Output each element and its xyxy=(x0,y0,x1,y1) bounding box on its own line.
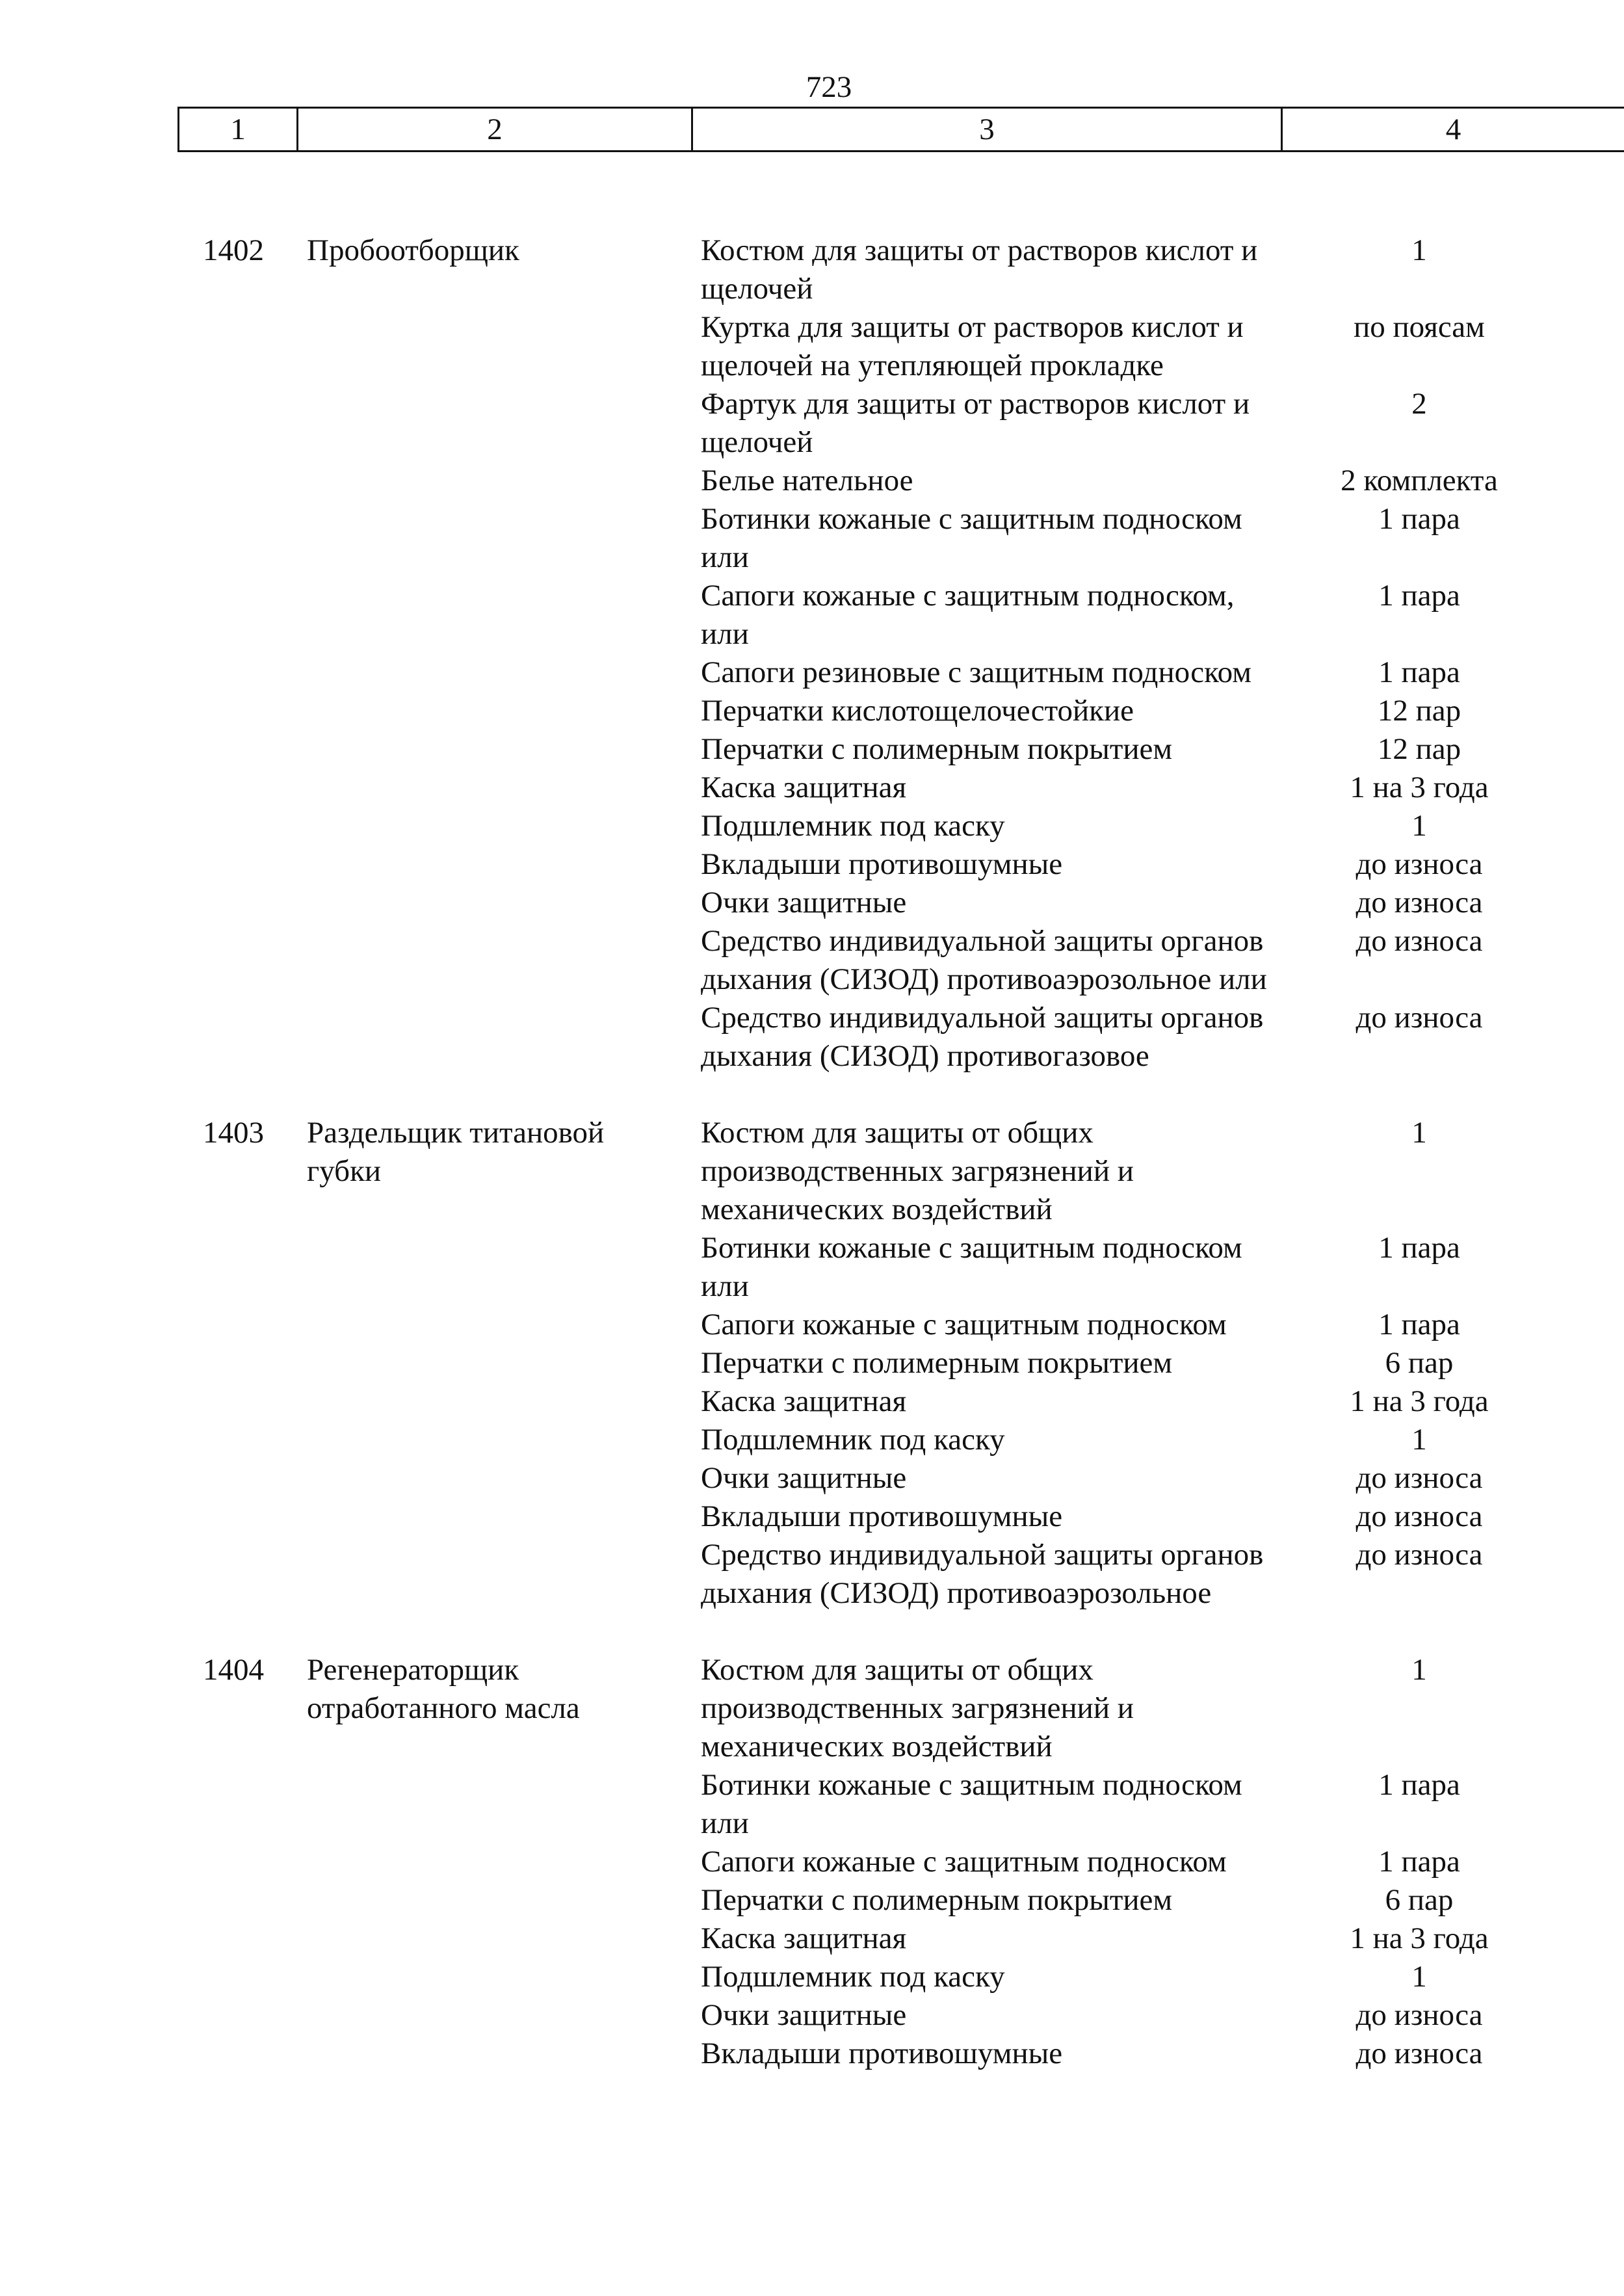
item-name: Очки защитные xyxy=(701,886,907,919)
list-item xyxy=(701,807,1624,845)
item-name: Перчатки кислотощелочестойкие xyxy=(701,694,1134,728)
list-item xyxy=(701,1920,1624,1958)
item-quantity: до износа xyxy=(1356,1538,1483,1572)
item-quantity: 1 пара xyxy=(1378,1231,1460,1265)
list-item xyxy=(701,577,1624,653)
item-quantity: 2 xyxy=(1411,387,1427,421)
table-row xyxy=(0,1114,1624,1613)
list-item xyxy=(701,730,1624,769)
list-item xyxy=(701,462,1624,500)
list-item xyxy=(701,500,1624,577)
list-item xyxy=(701,1344,1624,1382)
item-name: Средство индивидуальной защиты органов дыхания (СИЗОД) противоаэрозольное или xyxy=(701,924,1267,996)
header-col-4: 4 xyxy=(1445,112,1461,146)
item-name: Ботинки кожаные с защитным подноском или xyxy=(701,502,1242,574)
header-col-1: 1 xyxy=(230,112,246,146)
item-quantity: 6 пар xyxy=(1385,1346,1454,1380)
entry-profession: Регенераторщик отработанного масла xyxy=(307,1653,580,1725)
item-name: Костюм для защиты от растворов кислот и щелочей xyxy=(701,233,1258,306)
item-quantity: 1 пара xyxy=(1378,1308,1460,1341)
entry-profession: Пробоотборщик xyxy=(307,233,519,267)
item-quantity: 1 xyxy=(1411,1423,1427,1457)
item-quantity: до износа xyxy=(1356,1001,1483,1035)
item-name: Перчатки с полимерным покрытием xyxy=(701,732,1173,766)
list-item xyxy=(701,1958,1624,1996)
entry-profession: Раздельщик титановой губки xyxy=(307,1116,605,1188)
list-item xyxy=(701,1229,1624,1306)
item-quantity: до износа xyxy=(1356,847,1483,881)
item-name: Куртка для защиты от растворов кислот и щелочей на утепляющей прокладке xyxy=(701,310,1244,382)
item-name: Сапоги резиновые с защитным подноском xyxy=(701,655,1251,689)
item-name: Подшлемник под каску xyxy=(701,1960,1005,1994)
list-item xyxy=(701,999,1624,1075)
item-quantity: 1 xyxy=(1411,809,1427,843)
entry-code: 1402 xyxy=(203,233,264,267)
item-name: Костюм для защиты от общих производственных загрязнений и механических воздействий xyxy=(701,1653,1134,1763)
list-item xyxy=(701,1459,1624,1498)
item-name: Средство индивидуальной защиты органов дыхания (СИЗОД) противоаэрозольное xyxy=(701,1538,1264,1610)
item-name: Вкладыши противошумные xyxy=(701,847,1063,881)
item-name: Костюм для защиты от общих производственных загрязнений и механических воздействий xyxy=(701,1116,1134,1226)
table-row xyxy=(0,1651,1624,2073)
page-number: 723 xyxy=(805,70,852,104)
list-item xyxy=(701,1996,1624,2035)
item-quantity: 1 пара xyxy=(1378,1845,1460,1879)
item-name: Белье нательное xyxy=(701,464,913,497)
item-quantity: 1 пара xyxy=(1378,1768,1460,1802)
list-item xyxy=(701,692,1624,730)
item-quantity: 1 пара xyxy=(1378,655,1460,689)
item-quantity: 1 на 3 года xyxy=(1350,1384,1489,1418)
list-item xyxy=(701,1881,1624,1920)
table-row xyxy=(0,231,1624,1075)
item-quantity: 12 пар xyxy=(1377,694,1461,728)
item-name: Фартук для защиты от растворов кислот и щелочей xyxy=(701,387,1250,459)
item-quantity: 1 xyxy=(1411,1960,1427,1994)
item-name: Вкладыши противошумные xyxy=(701,1499,1063,1533)
list-item xyxy=(701,653,1624,692)
list-item xyxy=(701,769,1624,807)
list-item xyxy=(701,1843,1624,1881)
item-quantity: 1 пара xyxy=(1378,502,1460,536)
list-item xyxy=(701,922,1624,999)
item-name: Подшлемник под каску xyxy=(701,809,1005,843)
item-quantity: до износа xyxy=(1356,924,1483,958)
entry-code: 1403 xyxy=(203,1116,264,1150)
item-name: Средство индивидуальной защиты органов дыхания (СИЗОД) противогазовое xyxy=(701,1001,1264,1073)
item-name: Каска защитная xyxy=(701,1921,907,1955)
item-name: Каска защитная xyxy=(701,771,907,804)
header-col-2: 2 xyxy=(487,112,503,146)
item-name: Сапоги кожаные с защитным подноском xyxy=(701,1308,1227,1341)
item-quantity: 1 xyxy=(1411,1653,1427,1687)
entry-code: 1404 xyxy=(203,1653,264,1687)
item-name: Перчатки с полимерным покрытием xyxy=(701,1883,1173,1917)
item-quantity: до износа xyxy=(1356,1998,1483,2032)
list-item xyxy=(701,1536,1624,1613)
item-quantity: до износа xyxy=(1356,886,1483,919)
item-quantity: 1 на 3 года xyxy=(1350,1921,1489,1955)
item-quantity: 1 на 3 года xyxy=(1350,771,1489,804)
list-item xyxy=(701,1382,1624,1421)
table-body xyxy=(0,231,1624,2073)
item-name: Очки защитные xyxy=(701,1998,907,2032)
list-item xyxy=(701,1114,1624,1229)
item-name: Сапоги кожаные с защитным подноском xyxy=(701,1845,1227,1879)
list-item xyxy=(701,845,1624,884)
item-list xyxy=(701,1114,1624,1613)
list-item xyxy=(701,1306,1624,1344)
item-quantity: до износа xyxy=(1356,1499,1483,1533)
item-name: Очки защитные xyxy=(701,1461,907,1495)
list-item xyxy=(701,884,1624,922)
table-header xyxy=(177,107,1624,152)
item-quantity: 12 пар xyxy=(1377,732,1461,766)
item-name: Каска защитная xyxy=(701,1384,907,1418)
list-item xyxy=(701,1766,1624,1843)
item-list xyxy=(701,1651,1624,2073)
item-quantity: 1 xyxy=(1411,233,1427,267)
item-quantity: до износа xyxy=(1356,2037,1483,2070)
header-col-3: 3 xyxy=(979,112,995,146)
item-quantity: по поясам xyxy=(1354,310,1485,344)
item-name: Сапоги кожаные с защитным подноском, или xyxy=(701,579,1235,651)
item-name: Подшлемник под каску xyxy=(701,1423,1005,1457)
list-item xyxy=(701,1651,1624,1766)
item-quantity: 1 пара xyxy=(1378,579,1460,613)
item-name: Перчатки с полимерным покрытием xyxy=(701,1346,1173,1380)
item-name: Ботинки кожаные с защитным подноском или xyxy=(701,1231,1242,1303)
item-quantity: до износа xyxy=(1356,1461,1483,1495)
item-quantity: 6 пар xyxy=(1385,1883,1454,1917)
list-item xyxy=(701,1498,1624,1536)
item-quantity: 1 xyxy=(1411,1116,1427,1150)
list-item xyxy=(701,231,1624,308)
item-name: Вкладыши противошумные xyxy=(701,2037,1063,2070)
list-item xyxy=(701,385,1624,462)
list-item xyxy=(701,308,1624,385)
list-item xyxy=(701,2035,1624,2073)
item-quantity: 2 комплекта xyxy=(1341,464,1498,497)
list-item xyxy=(701,1421,1624,1459)
item-list xyxy=(701,231,1624,1075)
item-name: Ботинки кожаные с защитным подноском или xyxy=(701,1768,1242,1840)
